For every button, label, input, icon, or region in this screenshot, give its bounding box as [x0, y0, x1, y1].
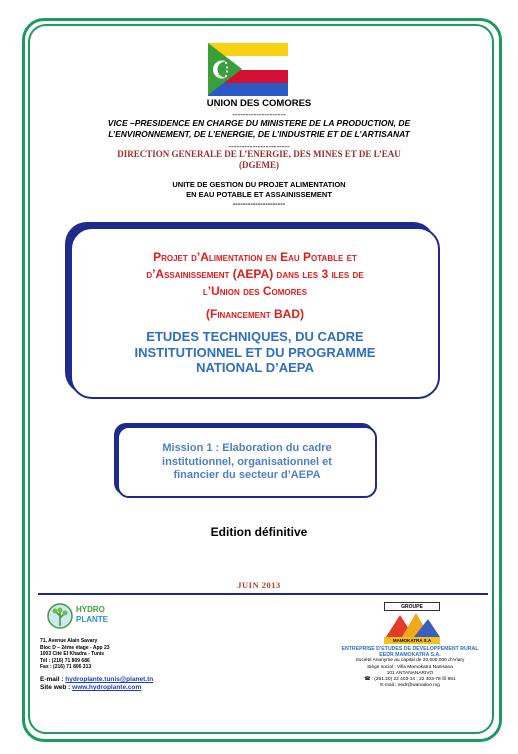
hydroplante-contact	[40, 676, 153, 692]
project-title-line: Projet d’Alimentation en Eau Potable et	[153, 250, 357, 264]
phone-line: Tél : (216) 71 809 686	[40, 657, 90, 664]
study-title-line: INSTITUTIONNEL ET DU PROGRAMME	[134, 344, 376, 360]
eedr-line: 101 ANTANANARIVO	[386, 670, 434, 676]
vice-presidence-line: L’ENVIRONNEMENT, DE L’ENERGIE, DE L’INDUSTRIE ET DE L’ARTISANAT	[108, 129, 410, 139]
crescent-stars-icon	[208, 43, 242, 96]
eedr-line: ☎ : (261.20) 22 403-14 ; 22 403-78 ☒ 961	[364, 677, 456, 683]
project-title-box	[70, 227, 440, 399]
address-line: Bloc D – 2ème étage - App 23	[40, 644, 110, 651]
funding-label: (Financement BAD)	[206, 307, 304, 321]
eedr-line: E-mail : eedr@wanadoo.mg	[380, 683, 440, 689]
unite-line: UNITE DE GESTION DU PROJET ALIMENTATION	[172, 180, 346, 189]
unite-line: EN EAU POTABLE ET ASSAINISSEMENT	[186, 189, 332, 199]
mission-line: financier du secteur d’AEPA	[173, 469, 321, 481]
direction-line: DIRECTION GENERALE DE L’ENERGIE, DES MINES ET DE L’EAU	[117, 149, 401, 159]
footer-divider	[38, 593, 488, 595]
mountains-icon	[384, 611, 440, 637]
eedr-address	[330, 646, 490, 689]
hydroplante-logo-word: PLANTE	[76, 615, 108, 624]
hydroplante-logo-word: HYDRO	[76, 605, 105, 614]
direction-line: (DGEME)	[239, 160, 279, 170]
email-link[interactable]: hydroplante.tunis@planet.tn	[65, 676, 154, 683]
email-label: E-mail :	[40, 676, 66, 683]
direction-generale	[0, 149, 518, 171]
address-line: 1003 Cité El Khadra - Tunis	[40, 651, 105, 657]
edition-label: Edition définitive	[210, 525, 308, 539]
logo-company-label: MAMOKATRA S.A	[384, 637, 440, 644]
hydroplante-logo	[46, 602, 121, 632]
eedr-mamokatra-logo	[384, 602, 440, 644]
study-title-line: NATIONAL D’AEPA	[196, 360, 314, 375]
vice-presidence	[0, 118, 518, 140]
hydroplante-address	[40, 638, 110, 671]
fax-line: Fax : (216) 71 806 313	[40, 664, 92, 670]
website-link[interactable]: www.hydroplante.com	[72, 684, 142, 691]
eedr-line: Société Anonyme au capital de 20.000.000 d’Ariary	[355, 658, 465, 664]
unite-gestion	[0, 180, 518, 209]
comoros-flag-image	[208, 43, 288, 96]
logo-group-label: GROUPE	[384, 602, 440, 611]
address-line: 71, Avenue Alain Savary	[40, 638, 98, 644]
union-title: UNION DES COMORES	[206, 98, 312, 109]
site-label: Site web :	[40, 684, 73, 691]
eedr-title: ENTREPRISE D’ETUDES DE DEVELOPPEMENT RURAL	[341, 646, 479, 652]
separator: -----------------------	[228, 142, 290, 151]
mission-line: institutionnel, organisationnel et	[162, 455, 332, 468]
mission-line: Mission 1 : Elaboration du cadre	[162, 442, 332, 454]
vice-presidence-line: VICE –PRESIDENCE EN CHARGE DU MINISTERE DE LA PRODUCTION, DE	[107, 118, 411, 128]
project-title-line: d’Assainissement (AEPA) dans les 3 iles de	[146, 267, 364, 281]
eedr-title: EEDR MAMOKATRA S.A.	[379, 652, 441, 659]
separator: ---------------------	[232, 199, 286, 208]
eedr-line: Siège social : Villa Mamokatra Nanisana	[367, 664, 453, 670]
hydroplante-globe-icon	[46, 602, 74, 630]
project-title-line: l’Union des Comores	[202, 284, 308, 298]
study-title-line: ETUDES TECHNIQUES, DU CADRE	[146, 329, 364, 344]
mission-box	[117, 426, 377, 498]
separator: --------------------	[232, 110, 286, 119]
date-label: JUIN 2013	[237, 580, 281, 590]
